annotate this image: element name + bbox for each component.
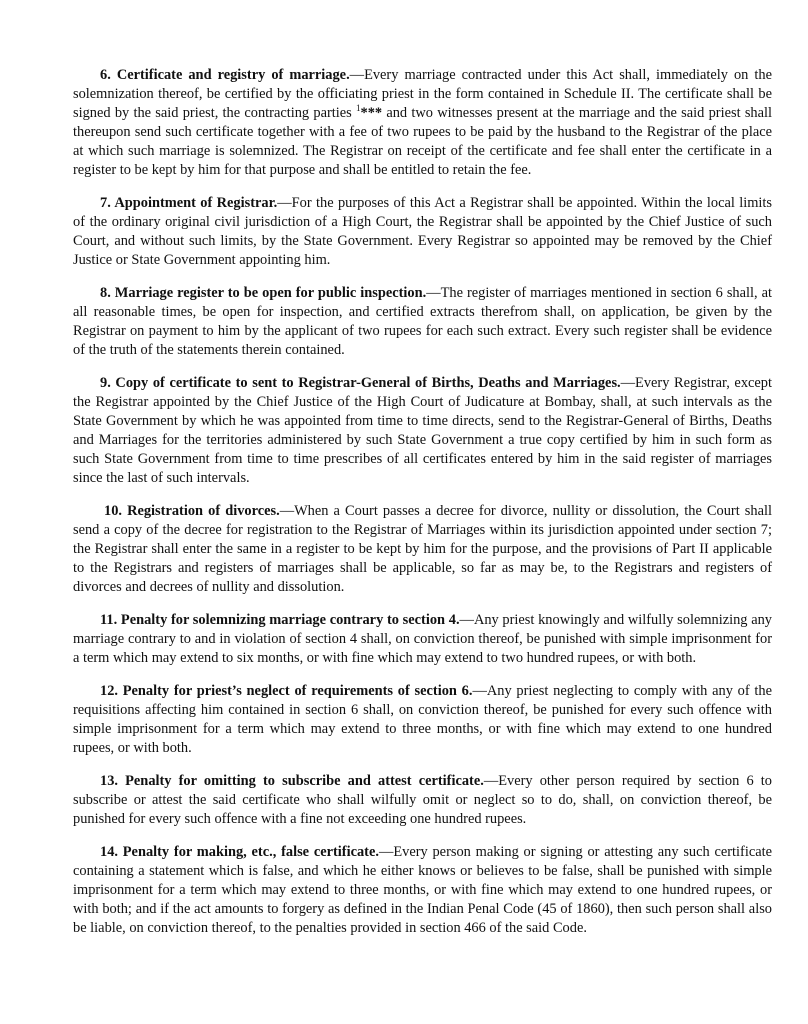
section-10-body: —When a Court passes a decree for divorce, nullity or dissolution, the Court shall send a copy of the decree for registration to the Registrar of Marriages within its jurisdiction appointed under section 7; the Registrar shall enter the same in a register to be kept by him for the purpose, and the provisions of Part II applicable to the Registrars and registers of marriages shall be applicable, so far as may be, to the Registrars and registers of divorces and decrees of nullity and dissolution. xyxy=(73,503,772,595)
section-9-body: —Every Registrar, except the Registrar appointed by the Chief Justice of the High Court of Judicature at Bombay, shall, at such intervals as the State Government by which he was appointed from time to time directs, send to the Registrar-General of Births, Deaths and Marriages for the territories administered by such State Government a true copy certified by him in such form as such State Government from time to time prescribes of all certificates entered by him in the said register of marriages since the last of such intervals. xyxy=(73,375,772,486)
section-12-body: —Any priest neglecting to comply with any of the requisitions affecting him contained in section 6 shall, on conviction thereof, be punished for every such offence with simple imprisonment for a term which may extend to three months, or with fine which may extend to one hundred rupees, or with both. xyxy=(73,683,772,756)
section-13-heading: 13. Penalty for omitting to subscribe and attest certificate. xyxy=(100,773,484,789)
section-6-body-part-1: —Every marriage contracted under this Act shall, immediately on the solemnization thereof, be certified by the officiating priest in the form contained in Schedule II. The certificate shall be signed by the said priest, the contracting parties xyxy=(73,67,772,121)
section-6-heading: 6. Certificate and registry of marriage. xyxy=(100,67,350,83)
section-7 xyxy=(73,194,772,270)
section-9-heading: 9. Copy of certificate to sent to Registrar-General of Births, Deaths and Marriages. xyxy=(100,375,621,391)
omission-marker: *** xyxy=(360,105,383,121)
section-14-heading: 14. Penalty for making, etc., false certificate. xyxy=(100,844,379,860)
section-11-body: —Any priest knowingly and wilfully solemnizing any marriage contrary to and in violation of section 4 shall, on conviction thereof, be punished with simple imprisonment for a term which may extend to six months, or with fine which may extend to two hundred rupees, or with both. xyxy=(73,612,772,666)
section-6-body-part-2: and two witnesses present at the marriage and the said priest shall thereupon send such certificate together with a fee of two rupees to be paid by the husband to the Registrar of the place at which such marriage is solemnized. The Registrar on receipt of the certificate and fee shall enter the certificate in a register to be kept by him for that purpose and shall be entitled to retain the fee. xyxy=(73,105,772,178)
section-11 xyxy=(73,611,772,668)
section-12-heading: 12. Penalty for priest’s neglect of requirements of section 6. xyxy=(100,683,473,699)
section-8 xyxy=(73,284,772,360)
footnote-marker: 1 xyxy=(356,103,361,114)
section-12 xyxy=(73,682,772,758)
section-13-body: —Every other person required by section 6 to subscribe or attest the said certificate who shall wilfully omit or neglect so to do, shall, on conviction thereof, be punished for every such offence with a fine not exceeding one hundred rupees. xyxy=(73,773,772,827)
document-page xyxy=(73,66,772,952)
section-14 xyxy=(73,843,772,938)
section-13 xyxy=(73,772,772,829)
section-10-heading: 10. Registration of divorces. xyxy=(104,503,280,519)
section-9 xyxy=(73,374,772,488)
section-6 xyxy=(73,66,772,180)
section-11-heading: 11. Penalty for solemnizing marriage contrary to section 4. xyxy=(100,612,460,628)
section-8-heading: 8. Marriage register to be open for public inspection. xyxy=(100,285,427,301)
section-8-body: —The register of marriages mentioned in section 6 shall, at all reasonable times, be open for inspection, and certified extracts therefrom shall, on application, be given by the Registrar on payment to him by the applicant of two rupees for each such extract. Every such register shall be evidence of the truth of the statements therein contained. xyxy=(73,285,772,358)
section-7-body: —For the purposes of this Act a Registrar shall be appointed. Within the local limits of the ordinary original civil jurisdiction of a High Court, the Registrar shall be appointed by the Chief Justice of such Court, and without such limits, by the State Government. Every Registrar so appointed may be removed by the Chief Justice or State Government appointing him. xyxy=(73,195,772,268)
section-7-heading: 7. Appointment of Registrar. xyxy=(100,195,278,211)
section-14-body: —Every person making or signing or attesting any such certificate containing a statement which is false, and which he either knows or believes to be false, shall be punished with simple imprisonment for a term which may extend to three months, or with fine which may extend to one hundred rupees, or with both; and if the act amounts to forgery as defined in the Indian Penal Code (45 of 1860), then such person shall also be liable, on conviction thereof, to the penalties provided in section 466 of the said Code. xyxy=(73,844,772,936)
section-10 xyxy=(73,502,772,597)
